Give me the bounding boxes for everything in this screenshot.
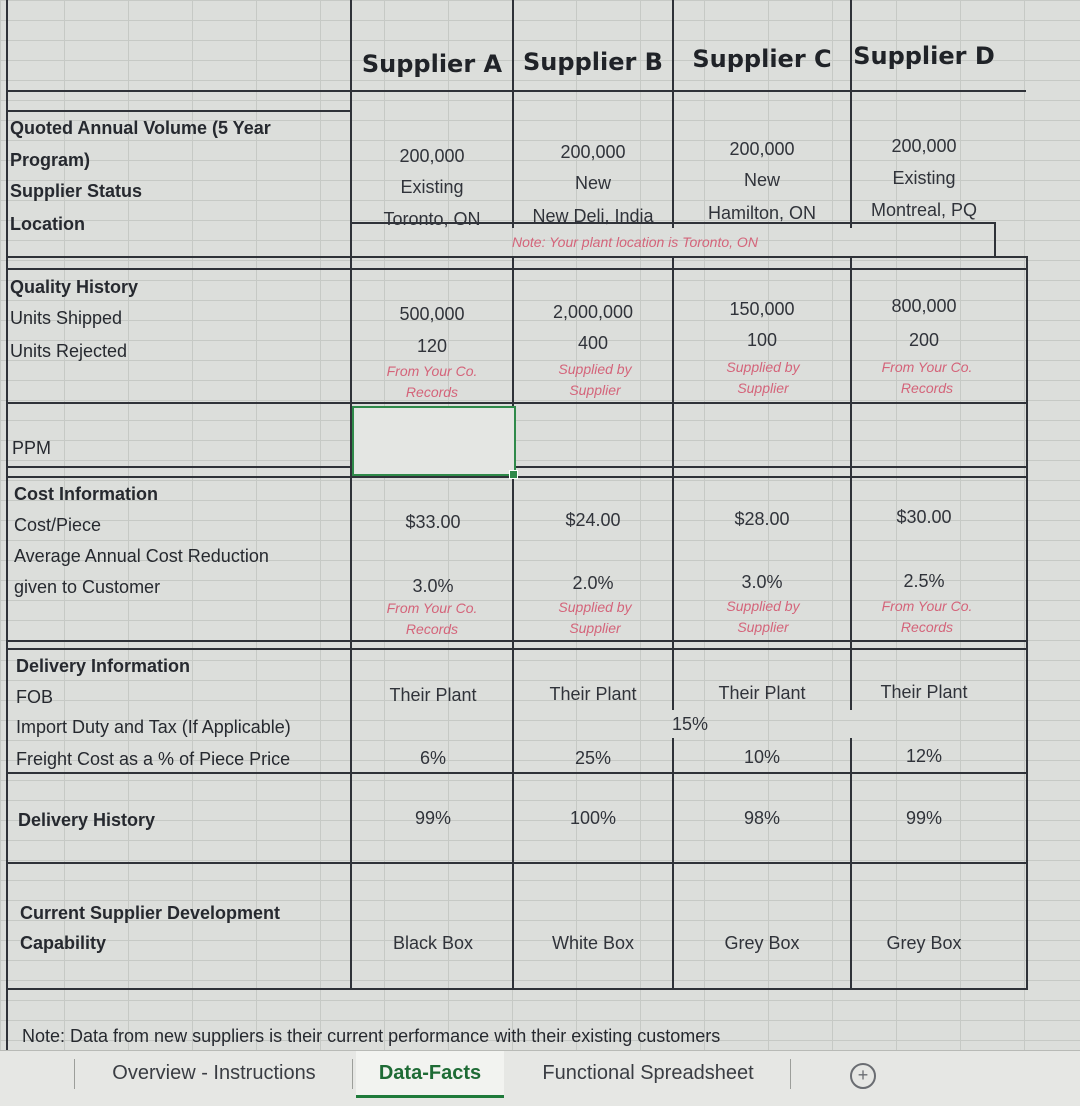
freight-cost-cell[interactable]: 25% [574,748,612,768]
location-cell[interactable]: Hamilton, ON [707,203,817,223]
import-duty-cell[interactable]: 15% [671,714,709,734]
cost-piece-cell[interactable]: $33.00 [405,512,461,532]
fill-handle[interactable] [509,470,518,479]
volume-cell[interactable]: 200,000 [729,139,795,159]
border [6,268,1028,270]
quality-source-note[interactable]: From Your Co. Records [386,363,478,400]
cost-source-note[interactable]: Supplied by Supplier [558,599,632,636]
cost-source-note[interactable]: From Your Co. Records [386,600,478,637]
delivery-history-cell[interactable]: 99% [905,808,943,828]
border [6,402,1028,404]
border [6,862,1028,864]
tab-separator [790,1059,791,1089]
supplier-b-header[interactable]: Supplier B [523,48,663,76]
border [6,772,1028,774]
status-cell[interactable]: New [574,173,611,193]
cost-reduction-label-cont[interactable]: given to Customer [14,577,161,597]
units-shipped-cell[interactable]: 500,000 [399,304,465,324]
border [6,0,8,1050]
quality-heading[interactable]: Quality History [10,277,139,297]
ppm-label[interactable]: PPM [12,438,52,458]
cost-reduction-cell[interactable]: 3.0% [412,576,454,596]
cost-reduction-cell[interactable]: 2.0% [572,573,614,593]
border [850,258,852,710]
border [1026,258,1028,990]
sheet-tab-bar [0,1050,1080,1106]
delivery-history-cell[interactable]: 100% [569,808,617,828]
development-cell[interactable]: Black Box [392,933,474,953]
border [6,90,1026,92]
cost-piece-cell[interactable]: $28.00 [734,509,790,529]
fob-cell[interactable]: Their Plant [389,685,477,705]
development-label[interactable]: Current Supplier Development [20,903,281,923]
border [850,0,852,228]
border [6,110,350,112]
units-shipped-label[interactable]: Units Shipped [10,308,123,328]
units-shipped-cell[interactable]: 150,000 [729,299,795,319]
border [6,988,1028,990]
volume-cell[interactable]: 200,000 [399,146,465,166]
location-label[interactable]: Location [10,214,85,234]
cost-piece-label[interactable]: Cost/Piece [14,515,102,535]
border [6,256,1028,258]
development-label-cont[interactable]: Capability [20,933,107,953]
delivery-history-label[interactable]: Delivery History [18,810,156,830]
tab-data-facts[interactable]: Data-Facts [356,1051,504,1098]
supplier-c-header[interactable]: Supplier C [692,45,832,73]
supplier-a-header[interactable]: Supplier A [361,50,503,78]
volume-cell[interactable]: 200,000 [560,142,626,162]
location-cell[interactable]: New Deli, India [532,206,654,226]
units-rejected-cell[interactable]: 200 [908,330,940,350]
tab-separator [352,1059,353,1089]
delivery-history-cell[interactable]: 99% [414,808,452,828]
cost-source-note[interactable]: From Your Co. Records [881,598,973,635]
cost-piece-cell[interactable]: $24.00 [565,510,621,530]
selected-ppm-cell[interactable] [352,406,516,476]
units-shipped-cell[interactable]: 800,000 [891,296,957,316]
border [672,258,674,710]
tab-functional-spreadsheet[interactable]: Functional Spreadsheet [542,1062,754,1084]
cost-reduction-label[interactable]: Average Annual Cost Reduction [14,546,269,566]
cost-source-note[interactable]: Supplied by Supplier [726,598,800,635]
location-cell[interactable]: Montreal, PQ [870,200,978,220]
development-cell[interactable]: White Box [551,933,635,953]
freight-cost-cell[interactable]: 6% [419,748,446,768]
border [6,640,1028,642]
cost-piece-cell[interactable]: $30.00 [896,507,952,527]
border [994,222,996,258]
volume-label[interactable]: Quoted Annual Volume (5 Year [10,118,271,138]
development-cell[interactable]: Grey Box [886,933,962,953]
status-cell[interactable]: New [743,170,780,190]
cost-reduction-cell[interactable]: 3.0% [741,572,783,592]
quality-source-note[interactable]: From Your Co. Records [881,359,973,396]
import-duty-label[interactable]: Import Duty and Tax (If Applicable) [16,717,291,737]
cost-reduction-cell[interactable]: 2.5% [903,571,945,591]
delivery-heading[interactable]: Delivery Information [16,656,191,676]
fob-cell[interactable]: Their Plant [718,683,806,703]
delivery-history-cell[interactable]: 98% [743,808,781,828]
tab-separator [74,1059,75,1089]
location-cell[interactable]: Toronto, ON [383,209,481,229]
volume-cell[interactable]: 200,000 [891,136,957,156]
freight-cost-cell[interactable]: 10% [743,747,781,767]
quality-source-note[interactable]: Supplied by Supplier [726,359,800,396]
units-rejected-cell[interactable]: 120 [416,336,448,356]
units-shipped-cell[interactable]: 2,000,000 [552,302,634,322]
border [6,466,1028,468]
units-rejected-cell[interactable]: 100 [746,330,778,350]
status-label[interactable]: Supplier Status [10,181,143,201]
fob-cell[interactable]: Their Plant [880,682,968,702]
footer-note[interactable]: Note: Data from new suppliers is their current performance with their existing customers [22,1026,721,1046]
cost-heading[interactable]: Cost Information [14,484,158,504]
units-rejected-cell[interactable]: 400 [577,333,609,353]
plant-location-note[interactable]: Note: Your plant location is Toronto, ON [512,234,758,250]
border [512,258,514,990]
freight-cost-label[interactable]: Freight Cost as a % of Piece Price [16,749,291,769]
fob-label[interactable]: FOB [16,687,54,707]
tab-overview-instructions[interactable]: Overview - Instructions [112,1062,316,1084]
units-rejected-label[interactable]: Units Rejected [10,341,128,361]
border [672,0,674,228]
development-cell[interactable]: Grey Box [724,933,800,953]
volume-label-cont[interactable]: Program) [10,150,91,170]
status-cell[interactable]: Existing [892,168,956,188]
status-cell[interactable]: Existing [400,177,464,197]
quality-source-note[interactable]: Supplied by Supplier [558,361,632,398]
border [6,648,1028,650]
fob-cell[interactable]: Their Plant [549,684,637,704]
plus-circle-icon[interactable]: + [850,1063,876,1089]
freight-cost-cell[interactable]: 12% [905,746,943,766]
supplier-d-header[interactable]: Supplier D [853,42,995,70]
